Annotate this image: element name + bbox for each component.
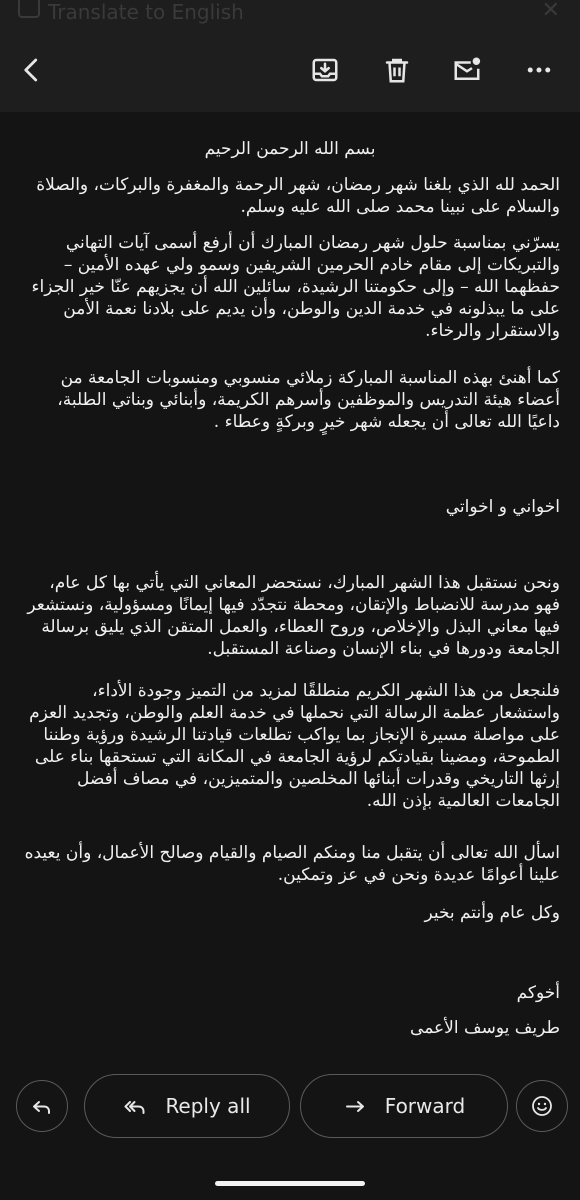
signoff: أخوكم — [516, 983, 560, 1003]
mark-unread-icon — [452, 55, 482, 85]
forward-label: Forward — [384, 1094, 466, 1118]
body-paragraph: الحمد لله الذي بلغنا شهر رمضان، شهر الرحمة والمغفرة والبركات، والصلاة والسلام على نبينا محمد صلى الله عليه وسلم. — [36, 175, 560, 217]
archive-button[interactable] — [305, 50, 345, 90]
mark-unread-button[interactable] — [447, 50, 487, 90]
forward-button[interactable] — [300, 1074, 508, 1138]
body-paragraph: كما أهنئ بهذه المناسبة المباركة زملائي منسوبي ومنسوبات الجامعة من أعضاء هيئة التدريس والموظفين وأسرهم الكريمة، وأبنائي وبناتي الطلبة، داعيًا الله تعالى أن يجعله شهر خيرٍ وبركةٍ وعطاء . — [57, 368, 560, 432]
signature-name: طريف يوسف الأعمى — [410, 1018, 560, 1038]
checkbox-icon — [18, 0, 40, 18]
more-options-button[interactable] — [519, 50, 559, 90]
emoji-icon — [530, 1094, 554, 1118]
emoji-reaction-button[interactable] — [516, 1080, 568, 1132]
archive-icon — [310, 55, 340, 85]
reply-all-label: Reply all — [165, 1094, 251, 1118]
body-paragraph: فلنجعل من هذا الشهر الكريم منطلقًا لمزيد من التميز وجودة الأداء، واستشعار عظمة الرسالة التي نحملها في خدمة العلم والوطن، وتجديد العزم على مواصلة مسيرة الإنجاز بما يواكب تطلعات قيادتنا الرشيدة ورؤية وطننا الطموحة، ومضينا بقيادتكم لرؤية الجامعة في المكانة التي تستحقها بناء على إرثها التاريخي وقدرات أبنائها المخلصين والمتميزين، في مصاف أفضل الجامعات العالمية بإذن الله. — [29, 681, 560, 811]
back-arrow-icon — [17, 55, 47, 85]
body-paragraph: يسرّني بمناسبة حلول شهر رمضان المبارك أن أرفع أسمى آيات التهاني والتبريكات إلى مقام خادم الحرمين الشريفين وسمو ولي عهده الأمين – حفظهما الله – وإلى حكومتنا الرشيدة، سائلين الله أن يجزيهم عنّا خير الجزاء على ما يبذلونه في خدمة الدين والوطن، وأن يديم على بلادنا نعمة الأمن والاستقرار والرخاء. — [31, 233, 560, 341]
trash-icon — [382, 55, 412, 85]
body-paragraph: ونحن نستقبل هذا الشهر المبارك، نستحضر المعاني التي يأتي بها كل عام، فهو مدرسة للانضباط والإتقان، ومحطة نتجدّد فيها إيمانًا ومسؤولية، ونستشعر فيها معاني البذل والإخلاص، وروح العطاء، والعمل المتقن الذي يليق برسالة الجامعة ودورها في بناء الإنسان وصناعة المستقبل. — [27, 573, 560, 659]
translate-label[interactable]: Translate to English — [48, 0, 244, 24]
basmala: بسم الله الرحمن الرحيم — [204, 139, 376, 159]
more-horiz-icon — [524, 55, 554, 85]
delete-button[interactable] — [377, 50, 417, 90]
reply-button[interactable] — [16, 1080, 68, 1132]
action-bar — [0, 1052, 580, 1200]
top-app-bar — [0, 0, 580, 112]
body-paragraph: اسأل الله تعالى أن يتقبل منا ومنكم الصيام والقيام وصالح الأعمال، وأن يعيده علينا أعوامًا عديدة ونحن في عز وتمكين. — [24, 843, 560, 885]
closing-line: وكل عام وأنتم بخير — [424, 903, 560, 923]
greeting-line: اخواني و اخواتي — [445, 497, 560, 517]
home-indicator — [215, 1181, 365, 1186]
forward-icon — [343, 1094, 367, 1118]
email-body — [0, 112, 580, 1052]
close-icon[interactable]: ✕ — [541, 0, 560, 23]
back-button[interactable] — [12, 50, 52, 90]
reply-icon — [30, 1094, 54, 1118]
translate-bar — [0, 0, 580, 30]
reply-all-button[interactable] — [84, 1074, 290, 1138]
reply-all-icon — [123, 1094, 147, 1118]
